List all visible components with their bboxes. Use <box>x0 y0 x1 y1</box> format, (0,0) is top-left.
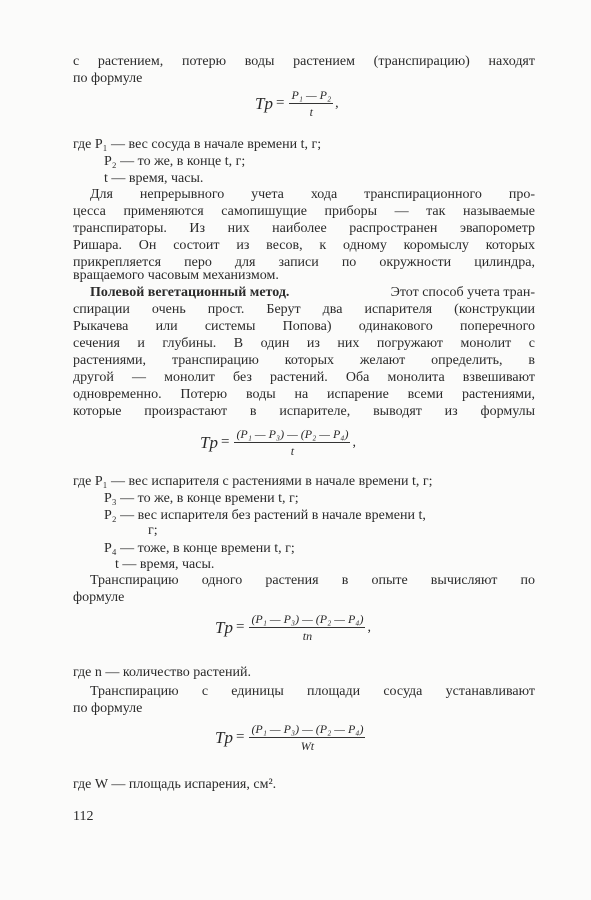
legend-line: P₃ — то же, в конце времени t, г; <box>104 491 299 506</box>
text-line: сечения и глубины. В один из них погружают монолит с <box>73 336 535 351</box>
formula-lhs: Tp <box>200 433 218 452</box>
text-line: вращаемого часовым механизмом. <box>73 268 279 283</box>
formula-transpiration-per-area <box>215 722 367 753</box>
formula-numerator: (P₁ — P₃) — (P₂ — P₄) <box>236 427 349 441</box>
text-line: Рыкачева или системы Попова) одинакового поперечного <box>73 319 535 334</box>
formula-numerator: (P₁ — P₃) — (P₂ — P₄) <box>251 722 364 736</box>
formula-fraction <box>249 612 365 643</box>
text-line: спирации очень прост. Берут два испарителя (конструкции <box>73 302 535 317</box>
text-line: прикрепляется перо для записи по окружности цилиндра, <box>73 255 535 270</box>
text-line: Транспирацию одного растения в опыте вычисляют по <box>90 573 535 588</box>
legend-line: P₄ — тоже, в конце времени t, г; <box>104 541 295 556</box>
formula-fraction <box>289 88 333 119</box>
legend-line: t — время, часы. <box>104 171 204 186</box>
formula-denominator: Wt <box>300 739 315 753</box>
text-line: цесса применяются самопишущие приборы — так называемые <box>73 204 535 219</box>
legend-line: г; <box>148 523 158 538</box>
text-line: Ришара. Он состоит из весов, к одному коромыслу которых <box>73 238 535 253</box>
formula-equals: = <box>235 729 245 745</box>
text-span: Этот способ учета тран- <box>390 285 535 300</box>
formula-equals: = <box>275 95 285 111</box>
formula-transpiration-per-plant <box>215 612 371 643</box>
text-line: другой — монолит без растений. Оба монолита взвешивают <box>73 370 535 385</box>
formula-transpiration-basic <box>255 88 339 119</box>
formula-denominator: t <box>309 105 313 119</box>
formula-denominator: t <box>290 444 295 458</box>
text-line <box>90 284 535 301</box>
formula-comma: , <box>367 620 371 635</box>
text-line: транспираторы. Из них наиболее распространен эвапорометр <box>73 221 535 236</box>
legend-line: P₂ — вес испарителя без растений в начале времени t, <box>104 508 426 523</box>
formula-comma: , <box>335 96 339 111</box>
formula-lhs: Tp <box>215 618 233 637</box>
formula-numerator: (P₁ — P₃) — (P₂ — P₄) <box>251 612 364 626</box>
formula-lhs: Tp <box>255 94 273 113</box>
text-line: Транспирацию с единицы площади сосуда устанавливают <box>90 684 535 699</box>
text-line: одновременно. Потерю воды на испарение всеми растениями, <box>73 387 535 402</box>
formula-numerator: P₁ — P₂ <box>291 88 332 102</box>
formula-comma: , <box>352 435 356 450</box>
text-line: по формуле <box>73 701 143 716</box>
text-line: с растением, потерю воды растением (транспирацию) находят <box>73 54 535 69</box>
text-line: формуле <box>73 590 125 605</box>
text-line: Для непрерывного учета хода транспирационного про- <box>90 187 535 202</box>
legend-line: t — время, часы. <box>115 557 215 572</box>
text-line: по формуле <box>73 71 143 86</box>
formula-transpiration-field <box>200 427 356 458</box>
legend-line: где W — площадь испарения, см². <box>73 777 277 792</box>
formula-equals: = <box>235 619 245 635</box>
legend-line: где P₁ — вес сосуда в начале времени t, г; <box>73 137 322 152</box>
text-line: растениями, транспирацию которых желают определить, в <box>73 353 535 368</box>
page-number: 112 <box>73 809 94 824</box>
formula-fraction <box>234 427 350 458</box>
legend-line: где n — количество растений. <box>73 665 251 680</box>
legend-line: где P₁ — вес испарителя с растениями в начале времени t, г; <box>73 474 433 489</box>
legend-line: P₂ — то же, в конце t, г; <box>104 154 246 169</box>
formula-denominator: tn <box>302 629 313 643</box>
formula-equals: = <box>220 434 230 450</box>
formula-lhs: Tp <box>215 728 233 747</box>
section-heading: Полевой вегетационный метод. <box>90 285 290 300</box>
formula-fraction <box>249 722 365 753</box>
text-line: которые произрастают в испарителе, выводят из формулы <box>73 404 535 419</box>
